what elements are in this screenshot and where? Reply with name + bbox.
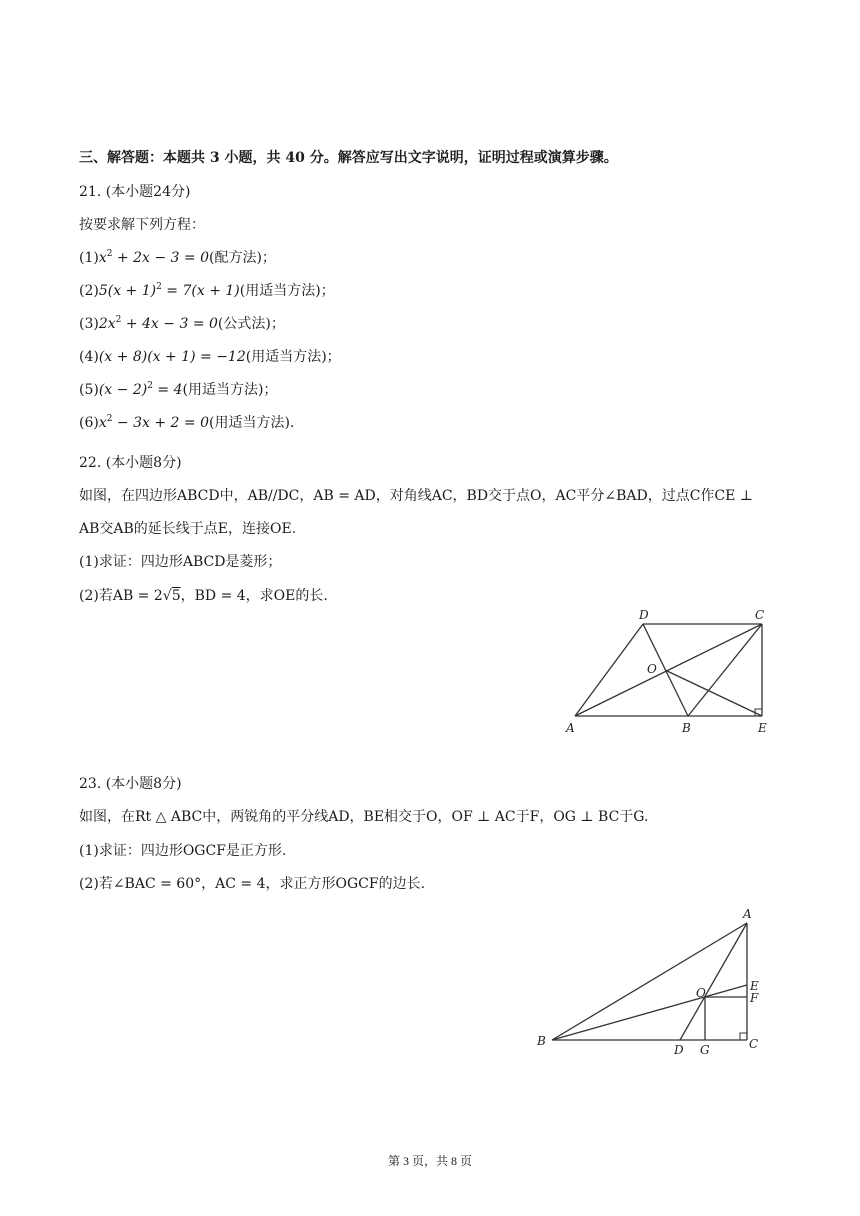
q22-text-2: AB交AB的延长线于点E，连接OE.	[79, 521, 297, 537]
q21-item-6: $(6)x^2 - 3x + 2 = 0$(用适当方法).	[79, 414, 295, 431]
section-title: 三、解答题：本题共 3 小题，共 40 分。解答应写出文字说明，证明过程或演算步骤。	[79, 150, 618, 166]
q23-figure	[530, 903, 770, 1063]
q21-item-1: $(1)x^2 + 2x - 3 = 0$(配方法)；	[79, 249, 276, 266]
q22-header: 22. (本小题8分)	[79, 455, 182, 471]
q21-intro: 按要求解下列方程：	[79, 217, 205, 233]
q21-item-4: (4)(x + 8)(x + 1) = −12(用适当方法)；	[79, 349, 341, 365]
q22-label-c: C	[755, 608, 765, 622]
q23-label-c: C	[749, 1037, 759, 1051]
q23-label-a: A	[743, 907, 752, 921]
q23-text-1: 如图，在Rt △ ABC中，两锐角的平分线AD，BE相交于O，OF ⊥ AC于F，OG ⊥ BC于G.	[79, 809, 649, 825]
q22-text-1: 如图，在四边形ABCD中，AB//DC，AB = AD，对角线AC，BD交于点O，AC平分∠BAD，过点C作CE ⊥	[79, 488, 753, 504]
q22-label-d: D	[639, 608, 649, 622]
q23-header: 23. (本小题8分)	[79, 776, 182, 792]
q22-part-1: (1)求证：四边形ABCD是菱形；	[79, 554, 282, 570]
q23-label-e: E	[750, 979, 759, 993]
q23-label-g: G	[700, 1043, 710, 1057]
q22-label-o: O	[647, 662, 657, 676]
q22-label-b: B	[682, 721, 691, 735]
q21-item-3: $(3)2x^2 + 4x - 3 = 0$(公式法)；	[79, 315, 285, 332]
q23-label-b: B	[537, 1034, 546, 1048]
q21-header: 21. (本小题24分)	[79, 184, 191, 200]
q22-label-e: E	[758, 721, 767, 735]
q21-item-2: $(2)5(x + 1)^2 = 7(x + 1)$(用适当方法)；	[79, 282, 335, 299]
q22-part-2: (2)若AB = 2√5，BD = 4，求OE的长.	[79, 588, 328, 604]
q22-label-a: A	[566, 721, 575, 735]
q23-label-f: F	[750, 991, 759, 1005]
q23-part-1: (1)求证：四边形OGCF是正方形.	[79, 843, 287, 859]
q22-figure	[555, 603, 785, 738]
q23-label-o: O	[696, 986, 706, 1000]
q23-label-d: D	[674, 1043, 684, 1057]
q21-item-5: $(5)(x - 2)^2 = 4$(用适当方法)；	[79, 381, 278, 398]
q23-part-2: (2)若∠BAC = 60°，AC = 4，求正方形OGCF的边长.	[79, 876, 426, 892]
page-footer: 第 3 页，共 8 页	[387, 1154, 472, 1168]
